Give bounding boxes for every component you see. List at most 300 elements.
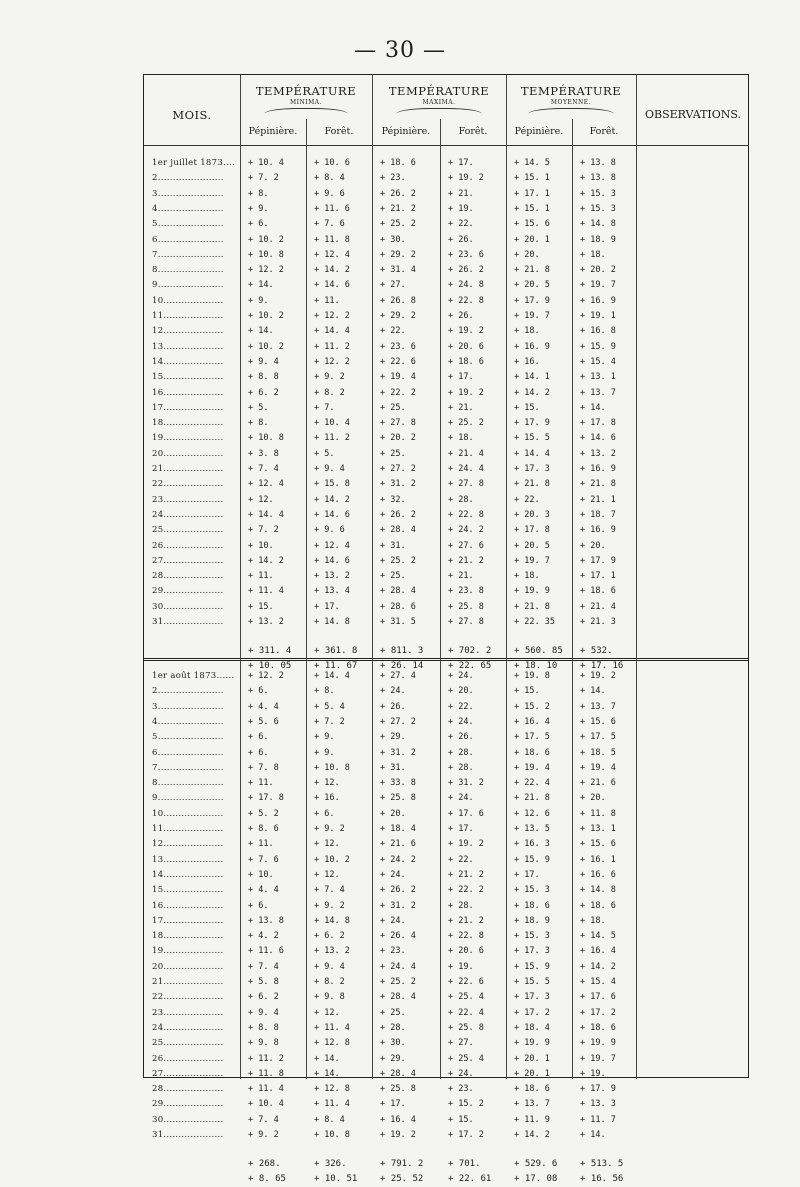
cell-value: + 25. 8 bbox=[380, 791, 416, 806]
date-label: 16.................... bbox=[152, 387, 224, 398]
cell-value: + 15. 5 bbox=[514, 975, 550, 990]
date-label: 6...................... bbox=[152, 234, 224, 245]
cell-value: + 20. 3 bbox=[514, 508, 550, 523]
cell-value: + 12. 4 bbox=[248, 477, 284, 492]
cell-value: + 13. 4 bbox=[314, 584, 350, 599]
cell-value: + 12. 8 bbox=[314, 1082, 350, 1097]
temperature-table bbox=[143, 74, 749, 1185]
cell-value: + 13. 3 bbox=[580, 1097, 616, 1112]
date-label: 5...................... bbox=[152, 219, 224, 230]
cell-value: + 28. 6 bbox=[380, 600, 416, 615]
cell-value: + 19. 9 bbox=[514, 584, 550, 599]
cell-value: + 20. bbox=[580, 539, 606, 554]
cell-value: + 22. 2 bbox=[380, 386, 416, 401]
date-label: 22.................... bbox=[152, 479, 224, 490]
date-label: 28.................... bbox=[152, 1084, 224, 1095]
table-row bbox=[144, 776, 750, 791]
cell-value: + 18. bbox=[580, 914, 606, 929]
cell-value: + 11. 4 bbox=[314, 1097, 350, 1112]
cell-value: + 21. bbox=[448, 401, 474, 416]
cell-value: + 20. bbox=[514, 248, 540, 263]
cell-value: + 7. 6 bbox=[248, 853, 279, 868]
table-row bbox=[144, 837, 750, 852]
date-label: 22.................... bbox=[152, 992, 224, 1003]
cell-value: + 24. bbox=[448, 791, 474, 806]
cell-value: + 9. 4 bbox=[314, 462, 345, 477]
cell-value: + 28. 4 bbox=[380, 1067, 416, 1082]
cell-value: + 15. 3 bbox=[580, 187, 616, 202]
date-label: 28.................... bbox=[152, 571, 224, 582]
cell-value: + 7. 2 bbox=[314, 715, 345, 730]
cell-value: + 15. 1 bbox=[514, 171, 550, 186]
total-value: + 311. 4 bbox=[248, 644, 291, 659]
cell-value: + 27. bbox=[448, 1036, 474, 1051]
moyenne-pepiniere: Pépinière. bbox=[514, 126, 564, 137]
cell-value: + 26. 2 bbox=[380, 883, 416, 898]
cell-value: + 31. 2 bbox=[380, 746, 416, 761]
moyenne-title: TEMPÉRATURE bbox=[520, 84, 622, 98]
table-row bbox=[144, 493, 750, 508]
cell-value: + 18. 9 bbox=[580, 233, 616, 248]
total-value: + 702. 2 bbox=[448, 644, 491, 659]
cell-value: + 27. 4 bbox=[380, 669, 416, 684]
date-label: 18.................... bbox=[152, 931, 224, 942]
cell-value: + 22. 8 bbox=[448, 508, 484, 523]
cell-value: + 16. 3 bbox=[514, 837, 550, 852]
cell-value: + 9. bbox=[314, 730, 335, 745]
cell-value: + 25. 2 bbox=[380, 554, 416, 569]
table-row bbox=[144, 1052, 750, 1067]
cell-value: + 29. 2 bbox=[380, 248, 416, 263]
cell-value: + 27. 6 bbox=[448, 539, 484, 554]
cell-value: + 19. 4 bbox=[514, 761, 550, 776]
cell-value: + 31. 5 bbox=[380, 615, 416, 630]
cell-value: + 16. 4 bbox=[380, 1113, 416, 1128]
cell-value: + 26. bbox=[380, 700, 406, 715]
date-label: 6...................... bbox=[152, 747, 224, 758]
cell-value: + 24. 4 bbox=[448, 462, 484, 477]
cell-value: + 20. 2 bbox=[380, 431, 416, 446]
cell-value: + 12. 2 bbox=[248, 669, 284, 684]
cell-value: + 18. 6 bbox=[380, 156, 416, 171]
cell-value: + 27. 8 bbox=[448, 477, 484, 492]
mean-value: + 22. 65 bbox=[448, 659, 491, 674]
cell-value: + 26. 2 bbox=[448, 263, 484, 278]
cell-value: + 5. 8 bbox=[248, 975, 279, 990]
table-row bbox=[144, 523, 750, 538]
cell-value: + 17. 9 bbox=[514, 416, 550, 431]
cell-value: + 12. bbox=[314, 837, 340, 852]
table-row bbox=[144, 309, 750, 324]
mois-header: MOIS. bbox=[172, 108, 212, 122]
cell-value: + 14. 8 bbox=[580, 217, 616, 232]
cell-value: + 8. bbox=[248, 416, 269, 431]
cell-value: + 11. 2 bbox=[314, 340, 350, 355]
cell-value: + 19. 2 bbox=[448, 324, 484, 339]
cell-value: + 14. 5 bbox=[514, 156, 550, 171]
cell-value: + 19. 1 bbox=[580, 309, 616, 324]
date-label: 25.................... bbox=[152, 1038, 224, 1049]
date-label: 4...................... bbox=[152, 716, 224, 727]
table-row bbox=[144, 416, 750, 431]
cell-value: + 15. 6 bbox=[514, 217, 550, 232]
date-label: 10.................... bbox=[152, 295, 224, 306]
cell-value: + 17. 8 bbox=[580, 416, 616, 431]
cell-value: + 22. 4 bbox=[514, 776, 550, 791]
date-label: 26.................... bbox=[152, 1053, 224, 1064]
cell-value: + 17. 2 bbox=[580, 1006, 616, 1021]
cell-value: + 17. 9 bbox=[580, 554, 616, 569]
cell-value: + 9. 4 bbox=[314, 960, 345, 975]
cell-value: + 3. 8 bbox=[248, 447, 279, 462]
cell-value: + 11. 2 bbox=[314, 431, 350, 446]
table-row bbox=[144, 386, 750, 401]
table-row bbox=[144, 1006, 750, 1021]
cell-value: + 18. 9 bbox=[514, 914, 550, 929]
cell-value: + 21. 8 bbox=[514, 477, 550, 492]
table-row bbox=[144, 1113, 750, 1128]
maxima-pepiniere: Pépinière. bbox=[381, 126, 431, 137]
cell-value: + 8. 4 bbox=[314, 1113, 345, 1128]
table-row bbox=[144, 248, 750, 263]
cell-value: + 16. 9 bbox=[580, 294, 616, 309]
cell-value: + 17. 8 bbox=[514, 523, 550, 538]
cell-value: + 6. bbox=[248, 730, 269, 745]
cell-value: + 17. bbox=[380, 1097, 406, 1112]
date-label: 11.................... bbox=[152, 311, 224, 321]
date-label: 20.................... bbox=[152, 961, 224, 972]
cell-value: + 20. 5 bbox=[514, 539, 550, 554]
cell-value: + 16. 8 bbox=[580, 324, 616, 339]
cell-value: + 11. 9 bbox=[514, 1113, 550, 1128]
cell-value: + 6. bbox=[248, 217, 269, 232]
cell-value: + 13. 5 bbox=[514, 822, 550, 837]
date-label: 27.................... bbox=[152, 1068, 224, 1079]
date-label: 19.................... bbox=[152, 946, 224, 957]
cell-value: + 27. 8 bbox=[448, 615, 484, 630]
date-label: 12.................... bbox=[152, 839, 224, 850]
cell-value: + 21. 8 bbox=[514, 791, 550, 806]
date-label: 21.................... bbox=[152, 977, 224, 987]
cell-value: + 9. bbox=[248, 294, 269, 309]
total-value: + 811. 3 bbox=[380, 644, 423, 659]
cell-value: + 14. bbox=[580, 684, 606, 699]
maxima-foret: Forêt. bbox=[458, 126, 488, 137]
cell-value: + 9. 2 bbox=[314, 899, 345, 914]
cell-value: + 22. 4 bbox=[448, 1006, 484, 1021]
cell-value: + 17. 3 bbox=[514, 944, 550, 959]
cell-value: + 14. 8 bbox=[314, 615, 350, 630]
table-row bbox=[144, 202, 750, 217]
cell-value: + 5. bbox=[248, 401, 269, 416]
date-label: 9...................... bbox=[152, 280, 224, 291]
cell-value: + 14. 2 bbox=[248, 554, 284, 569]
cell-value: + 8. 4 bbox=[314, 171, 345, 186]
cell-value: + 11. 2 bbox=[248, 1052, 284, 1067]
cell-value: + 23. 6 bbox=[380, 340, 416, 355]
cell-value: + 12. bbox=[248, 493, 274, 508]
cell-value: + 31. 2 bbox=[380, 477, 416, 492]
cell-value: + 14. 4 bbox=[314, 669, 350, 684]
mean-value: + 10. 05 bbox=[248, 659, 291, 674]
cell-value: + 10. 4 bbox=[314, 416, 350, 431]
cell-value: + 15. bbox=[248, 600, 274, 615]
cell-value: + 7. 6 bbox=[314, 217, 345, 232]
cell-value: + 6. 2 bbox=[248, 990, 279, 1005]
cell-value: + 4. 4 bbox=[248, 700, 279, 715]
cell-value: + 19. 2 bbox=[580, 669, 616, 684]
cell-value: + 14. 6 bbox=[314, 278, 350, 293]
cell-value: + 10. bbox=[248, 539, 274, 554]
cell-value: + 9. 8 bbox=[248, 1036, 279, 1051]
cell-value: + 17. 1 bbox=[514, 187, 550, 202]
cell-value: + 11. 8 bbox=[248, 1067, 284, 1082]
cell-value: + 12. 4 bbox=[314, 539, 350, 554]
mean-value: + 22. 61 bbox=[448, 1172, 491, 1187]
cell-value: + 30. bbox=[380, 233, 406, 248]
mean-value: + 11. 67 bbox=[314, 659, 357, 674]
table-row bbox=[144, 990, 750, 1005]
cell-value: + 31. bbox=[380, 539, 406, 554]
table-row bbox=[144, 822, 750, 837]
total-value: + 361. 8 bbox=[314, 644, 357, 659]
cell-value: + 21. 2 bbox=[448, 554, 484, 569]
cell-value: + 13. 8 bbox=[580, 171, 616, 186]
cell-value: + 27. 2 bbox=[380, 462, 416, 477]
cell-value: + 7. 4 bbox=[314, 883, 345, 898]
date-label: 9...................... bbox=[152, 793, 224, 804]
date-label: 30.................... bbox=[152, 1114, 224, 1125]
cell-value: + 15. 5 bbox=[514, 431, 550, 446]
cell-value: + 19. 9 bbox=[514, 1036, 550, 1051]
table-row bbox=[144, 217, 750, 232]
table-row bbox=[144, 975, 750, 990]
cell-value: + 5. 4 bbox=[314, 700, 345, 715]
cell-value: + 20. 1 bbox=[514, 1052, 550, 1067]
totals-row bbox=[144, 644, 750, 659]
cell-value: + 25. 4 bbox=[448, 1052, 484, 1067]
cell-value: + 20. bbox=[380, 807, 406, 822]
table-row bbox=[144, 807, 750, 822]
cell-value: + 16. 9 bbox=[580, 462, 616, 477]
cell-value: + 23. 6 bbox=[448, 248, 484, 263]
cell-value: + 13. 1 bbox=[580, 822, 616, 837]
cell-value: + 21. 4 bbox=[448, 447, 484, 462]
cell-value: + 14. 1 bbox=[514, 370, 550, 385]
date-label: 24.................... bbox=[152, 1022, 224, 1033]
date-label: 27.................... bbox=[152, 555, 224, 566]
date-label: 11.................... bbox=[152, 824, 224, 834]
minima-title: TEMPÉRATURE bbox=[255, 84, 357, 98]
cell-value: + 15. 3 bbox=[580, 202, 616, 217]
table-row bbox=[144, 278, 750, 293]
cell-value: + 15. bbox=[514, 401, 540, 416]
table-row bbox=[144, 700, 750, 715]
cell-value: + 17. bbox=[314, 600, 340, 615]
table-row bbox=[144, 584, 750, 599]
total-value: + 529. 6 bbox=[514, 1157, 557, 1172]
cell-value: + 15. 2 bbox=[448, 1097, 484, 1112]
minima-pepiniere: Pépinière. bbox=[248, 126, 298, 137]
date-label: 3...................... bbox=[152, 188, 224, 199]
cell-value: + 15. 9 bbox=[514, 853, 550, 868]
table-row bbox=[144, 715, 750, 730]
cell-value: + 30. bbox=[380, 1036, 406, 1051]
cell-value: + 18. 6 bbox=[514, 899, 550, 914]
cell-value: + 11. bbox=[248, 776, 274, 791]
cell-value: + 18. 6 bbox=[448, 355, 484, 370]
date-label: 19.................... bbox=[152, 433, 224, 444]
cell-value: + 26. bbox=[448, 309, 474, 324]
cell-value: + 9. 4 bbox=[248, 355, 279, 370]
table-row bbox=[144, 401, 750, 416]
mean-value: + 16. 56 bbox=[580, 1172, 623, 1187]
table-row bbox=[144, 1082, 750, 1097]
cell-value: + 11. 4 bbox=[248, 1082, 284, 1097]
cell-value: + 14. 2 bbox=[514, 1128, 550, 1143]
table-row bbox=[144, 294, 750, 309]
cell-value: + 13. 8 bbox=[248, 914, 284, 929]
date-label: 30.................... bbox=[152, 601, 224, 612]
cell-value: + 18. 6 bbox=[580, 899, 616, 914]
date-label: 23.................... bbox=[152, 1007, 224, 1018]
cell-value: + 5. 6 bbox=[248, 715, 279, 730]
cell-value: + 18. 7 bbox=[580, 508, 616, 523]
cell-value: + 14. 8 bbox=[314, 914, 350, 929]
cell-value: + 14. 2 bbox=[314, 493, 350, 508]
cell-value: + 25. bbox=[380, 447, 406, 462]
cell-value: + 8. 8 bbox=[248, 1021, 279, 1036]
cell-value: + 16. 1 bbox=[580, 853, 616, 868]
moyenne-subtitle: MOYENNE. bbox=[550, 99, 592, 106]
table-row bbox=[144, 569, 750, 584]
cell-value: + 28. bbox=[448, 746, 474, 761]
cell-value: + 24. 8 bbox=[448, 278, 484, 293]
date-label: 7...................... bbox=[152, 762, 224, 773]
cell-value: + 16. 4 bbox=[514, 715, 550, 730]
cell-value: + 19. 7 bbox=[514, 309, 550, 324]
cell-value: + 26. bbox=[448, 233, 474, 248]
date-label: 17.................... bbox=[152, 402, 224, 413]
total-value: + 268. bbox=[248, 1157, 281, 1172]
mean-value: + 8. 65 bbox=[248, 1172, 286, 1187]
cell-value: + 27. 2 bbox=[380, 715, 416, 730]
cell-value: + 10. bbox=[248, 868, 274, 883]
cell-value: + 20. 5 bbox=[514, 278, 550, 293]
cell-value: + 11. bbox=[248, 569, 274, 584]
cell-value: + 12. 4 bbox=[314, 248, 350, 263]
cell-value: + 25. bbox=[380, 1006, 406, 1021]
cell-value: + 14. 4 bbox=[314, 324, 350, 339]
cell-value: + 18. 5 bbox=[580, 746, 616, 761]
cell-value: + 11. 8 bbox=[314, 233, 350, 248]
date-label: 14.................... bbox=[152, 356, 224, 367]
cell-value: + 14. 2 bbox=[514, 386, 550, 401]
cell-value: + 7. 2 bbox=[248, 171, 279, 186]
cell-value: + 23. bbox=[448, 1082, 474, 1097]
cell-value: + 24. bbox=[380, 868, 406, 883]
cell-value: + 21. 2 bbox=[448, 914, 484, 929]
cell-value: + 12. bbox=[314, 776, 340, 791]
date-label: 21.................... bbox=[152, 464, 224, 474]
cell-value: + 26. 2 bbox=[380, 508, 416, 523]
cell-value: + 11. bbox=[248, 837, 274, 852]
cell-value: + 22. 8 bbox=[448, 294, 484, 309]
date-label: 24.................... bbox=[152, 509, 224, 520]
table-row bbox=[144, 914, 750, 929]
cell-value: + 10. 2 bbox=[248, 233, 284, 248]
cell-value: + 25. 2 bbox=[380, 975, 416, 990]
date-label: 31.................... bbox=[152, 1130, 224, 1140]
cell-value: + 13. 2 bbox=[248, 615, 284, 630]
cell-value: + 17. bbox=[514, 868, 540, 883]
cell-value: + 12. bbox=[314, 1006, 340, 1021]
cell-value: + 26. 4 bbox=[380, 929, 416, 944]
cell-value: + 11. 8 bbox=[580, 807, 616, 822]
date-label: 8...................... bbox=[152, 778, 224, 789]
table-row bbox=[144, 853, 750, 868]
mean-value: + 17. 08 bbox=[514, 1172, 557, 1187]
cell-value: + 19. 2 bbox=[448, 837, 484, 852]
cell-value: + 7. 8 bbox=[248, 761, 279, 776]
total-value: + 791. 2 bbox=[380, 1157, 423, 1172]
cell-value: + 19. 4 bbox=[580, 761, 616, 776]
page-number: — 30 — bbox=[354, 38, 446, 63]
cell-value: + 14. bbox=[580, 401, 606, 416]
cell-value: + 12. 2 bbox=[248, 263, 284, 278]
cell-value: + 21. 2 bbox=[380, 202, 416, 217]
cell-value: + 14. 4 bbox=[248, 508, 284, 523]
cell-value: + 17. 6 bbox=[580, 990, 616, 1005]
cell-value: + 10. 8 bbox=[248, 431, 284, 446]
cell-value: + 13. 7 bbox=[580, 386, 616, 401]
cell-value: + 22. 6 bbox=[448, 975, 484, 990]
table-row bbox=[144, 746, 750, 761]
table-row bbox=[144, 477, 750, 492]
cell-value: + 15. 2 bbox=[514, 700, 550, 715]
maxima-subtitle: MAXIMA. bbox=[422, 99, 456, 106]
cell-value: + 28. bbox=[448, 493, 474, 508]
table-row bbox=[144, 730, 750, 745]
cell-value: + 23. bbox=[380, 944, 406, 959]
cell-value: + 22. 2 bbox=[448, 883, 484, 898]
cell-value: + 24. bbox=[448, 715, 474, 730]
cell-value: + 13. 7 bbox=[514, 1097, 550, 1112]
cell-value: + 9. 6 bbox=[314, 187, 345, 202]
cell-value: + 31. 2 bbox=[380, 899, 416, 914]
cell-value: + 16. 9 bbox=[580, 523, 616, 538]
maxima-brace bbox=[396, 108, 482, 114]
cell-value: + 26. 8 bbox=[380, 294, 416, 309]
cell-value: + 17. 9 bbox=[580, 1082, 616, 1097]
cell-value: + 14. 6 bbox=[314, 508, 350, 523]
total-value: + 532. bbox=[580, 644, 613, 659]
cell-value: + 19. 7 bbox=[580, 278, 616, 293]
cell-value: + 25. 2 bbox=[448, 416, 484, 431]
cell-value: + 21. 6 bbox=[380, 837, 416, 852]
cell-value: + 14. 4 bbox=[514, 447, 550, 462]
cell-value: + 7. 4 bbox=[248, 462, 279, 477]
cell-value: + 23. 8 bbox=[448, 584, 484, 599]
table-row bbox=[144, 1067, 750, 1082]
cell-value: + 4. 2 bbox=[248, 929, 279, 944]
cell-value: + 14. 2 bbox=[314, 263, 350, 278]
cell-value: + 28. 4 bbox=[380, 584, 416, 599]
cell-value: + 28. 4 bbox=[380, 523, 416, 538]
table-row bbox=[144, 324, 750, 339]
cell-value: + 15. bbox=[448, 1113, 474, 1128]
table-row bbox=[144, 462, 750, 477]
